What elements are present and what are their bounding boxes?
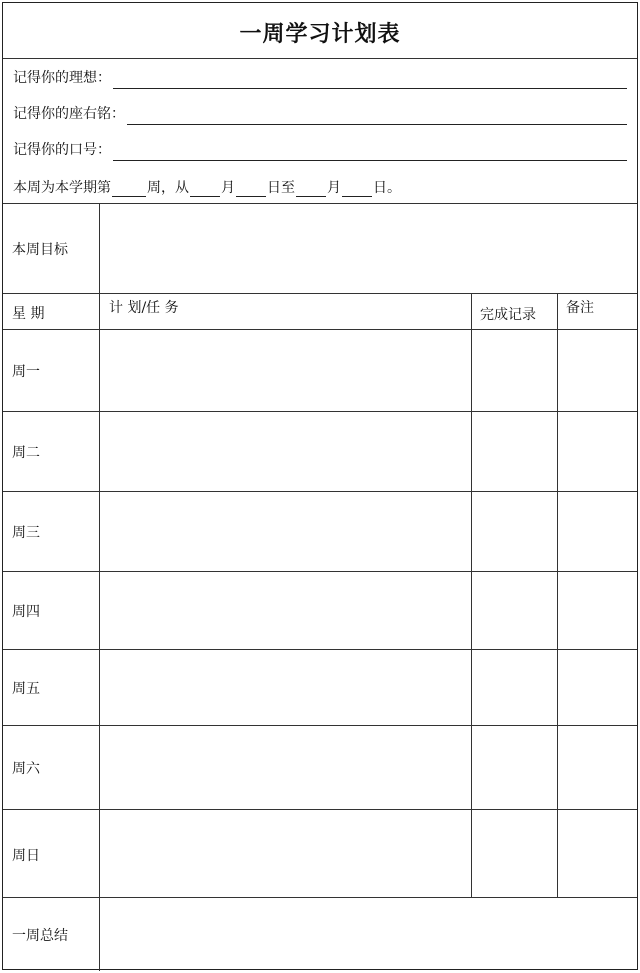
week-text-1: 本周为本学期第 bbox=[13, 180, 111, 196]
week-text-4: 日至 bbox=[267, 180, 295, 196]
week-range-line bbox=[13, 175, 401, 197]
motto-input-line[interactable] bbox=[127, 107, 627, 125]
goal-label: 本周目标 bbox=[12, 242, 68, 258]
motto-label: 记得你的座右铭： bbox=[13, 106, 125, 122]
day-label-friday: 周五 bbox=[12, 681, 40, 697]
day-label-saturday: 周六 bbox=[12, 761, 40, 777]
study-plan-sheet bbox=[2, 2, 638, 970]
day-label-sunday: 周日 bbox=[12, 848, 40, 864]
summary-input-cell[interactable] bbox=[100, 898, 637, 969]
summary-label: 一周总结 bbox=[12, 928, 68, 944]
end-day-blank[interactable] bbox=[342, 181, 372, 197]
day-label-monday: 周一 bbox=[12, 364, 40, 380]
note-header: 备注 bbox=[566, 300, 594, 316]
plan-header: 计 划/任 务 bbox=[109, 300, 179, 316]
end-month-blank[interactable] bbox=[296, 181, 326, 197]
title-divider bbox=[3, 58, 637, 59]
week-number-blank[interactable] bbox=[112, 181, 146, 197]
day-label-wednesday: 周三 bbox=[12, 525, 40, 541]
record-column-rule bbox=[471, 293, 472, 897]
page-title: 一周学习计划表 bbox=[239, 21, 401, 47]
motto-field[interactable] bbox=[13, 101, 627, 125]
week-text-2: 周，从 bbox=[147, 180, 189, 196]
week-text-5: 月 bbox=[327, 180, 341, 196]
slogan-input-line[interactable] bbox=[113, 143, 627, 161]
week-text-3: 月 bbox=[221, 180, 235, 196]
start-day-blank[interactable] bbox=[236, 181, 266, 197]
slogan-label: 记得你的口号： bbox=[13, 142, 111, 158]
ideal-input-line[interactable] bbox=[113, 71, 627, 89]
goal-input-cell[interactable] bbox=[100, 204, 637, 292]
weekday-header: 星 期 bbox=[12, 306, 45, 322]
ideal-field[interactable] bbox=[13, 65, 627, 89]
start-month-blank[interactable] bbox=[190, 181, 220, 197]
day-label-thursday: 周四 bbox=[12, 604, 40, 620]
ideal-label: 记得你的理想： bbox=[13, 70, 111, 86]
note-column-rule bbox=[557, 293, 558, 897]
slogan-field[interactable] bbox=[13, 137, 627, 161]
day-label-tuesday: 周二 bbox=[12, 445, 40, 461]
record-header: 完成记录 bbox=[480, 307, 536, 323]
label-column-rule bbox=[99, 203, 100, 971]
week-text-6: 日。 bbox=[373, 180, 401, 196]
